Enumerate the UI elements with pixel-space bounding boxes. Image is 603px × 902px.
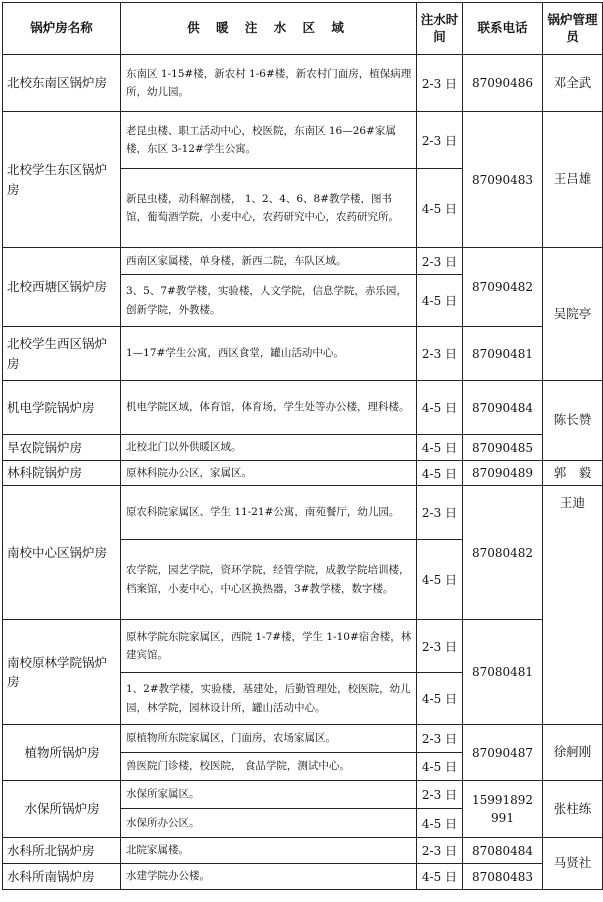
heating-area: 机电学院区域，体育馆，体育场，学生处等办公楼，理科楼。 (121, 381, 417, 435)
table-row (3, 112, 603, 169)
contact-phone: 87080482 (463, 486, 543, 620)
contact-phone: 87080483 (463, 864, 543, 890)
boiler-room-name: 水科所南锅炉房 (3, 864, 121, 890)
contact-phone: 87090482 (463, 248, 543, 327)
heating-area: 1—17#学生公寓，西区食堂，罐山活动中心。 (121, 327, 417, 381)
fill-time: 4-5 日 (417, 169, 463, 248)
header-manager: 锅炉管理员 (543, 3, 603, 55)
heating-area: 3、5、7#教学楼，实验楼，人文学院，信息学院，赤乐园，创新学院，外教楼。 (121, 275, 417, 327)
boiler-room-name: 水保所锅炉房 (3, 781, 121, 838)
boiler-manager: 徐舸刚 (543, 725, 603, 781)
fill-time: 4-5 日 (417, 540, 463, 620)
header-area: 供 暖 注 水 区 域 (121, 3, 417, 55)
table-row (3, 461, 603, 486)
contact-phone: 87090484 (463, 381, 543, 435)
table-row (3, 55, 603, 112)
fill-time: 4-5 日 (417, 461, 463, 486)
boiler-room-name: 北校东南区锅炉房 (3, 55, 121, 112)
table-row (3, 838, 603, 864)
heating-area: 水保所办公区。 (121, 809, 417, 838)
fill-time: 4-5 日 (417, 864, 463, 890)
fill-time: 2-3 日 (417, 725, 463, 753)
heating-area: 老昆虫楼、职工活动中心，校医院，东南区 16—26#家属楼，东区 3-12#学生公寓。 (121, 112, 417, 169)
contact-phone: 87090486 (463, 55, 543, 112)
fill-time: 4-5 日 (417, 673, 463, 725)
fill-time: 4-5 日 (417, 753, 463, 781)
boiler-room-name: 南校原林学院锅炉房 (3, 620, 121, 725)
contact-phone (463, 781, 543, 838)
fill-time: 4-5 日 (417, 381, 463, 435)
heating-area: 北校北门以外供暖区域。 (121, 435, 417, 461)
boiler-manager: 吴院亭 (543, 248, 603, 381)
header-phone: 联系电话 (463, 3, 543, 55)
heating-area: 原植物所东院家属区，门面房，农场家属区。 (121, 725, 417, 753)
fill-time: 2-3 日 (417, 838, 463, 864)
table-header-row (3, 3, 603, 55)
boiler-room-name: 旱农院锅炉房 (3, 435, 121, 461)
boiler-room-name: 水科所北锅炉房 (3, 838, 121, 864)
heating-area: 1、2#教学楼，实验楼，基建处，后勤管理处，校医院，幼儿园，林学院，园林设计所，罐山活动中心。 (121, 673, 417, 725)
contact-phone: 87090481 (463, 327, 543, 381)
fill-time: 2-3 日 (417, 781, 463, 809)
contact-phone: 87090487 (463, 725, 543, 781)
boiler-room-name: 机电学院锅炉房 (3, 381, 121, 435)
fill-time: 4-5 日 (417, 275, 463, 327)
table-row (3, 781, 603, 809)
heating-area: 西南区家属楼，单身楼，新西二院，车队区域。 (121, 248, 417, 275)
contact-phone: 87090489 (463, 461, 543, 486)
contact-phone-line1: 15991892 (471, 793, 534, 807)
contact-phone: 87090485 (463, 435, 543, 461)
fill-time: 2-3 日 (417, 248, 463, 275)
table-row (3, 327, 603, 381)
contact-phone: 87080484 (463, 838, 543, 864)
boiler-manager: 郭 毅 (543, 461, 603, 486)
boiler-room-name: 北校西塘区锅炉房 (3, 248, 121, 327)
heating-area: 东南区 1-15#楼，新农村 1-6#楼，新农村门面房，植保病理所，幼儿园。 (121, 55, 417, 112)
table-row (3, 864, 603, 890)
fill-time: 4-5 日 (417, 435, 463, 461)
contact-phone: 87090483 (463, 112, 543, 248)
heating-area: 原林学院东院家属区，西院 1-7#楼，学生 1-10#宿舍楼，林建宾馆。 (121, 620, 417, 673)
table-row (3, 381, 603, 435)
heating-area: 原农科院家属区、学生 11-21#公寓，南苑餐厅，幼儿园。 (121, 486, 417, 540)
heating-area: 北院家属楼。 (121, 838, 417, 864)
header-time: 注水时间 (417, 3, 463, 55)
boiler-manager: 马贤社 (543, 838, 603, 890)
table-row (3, 725, 603, 753)
contact-phone: 87080481 (463, 620, 543, 725)
heating-area: 新昆虫楼，动科解剖楼， 1、2、4、6、8#教学楼，图书馆，葡萄酒学院，小麦中心，农药研究中心，农药研究所。 (121, 169, 417, 248)
fill-time: 4-5 日 (417, 809, 463, 838)
boiler-room-name: 南校中心区锅炉房 (3, 486, 121, 620)
heating-area: 水建学院办公楼。 (121, 864, 417, 890)
boiler-manager: 陈长赞 (543, 381, 603, 461)
boiler-room-name: 北校学生西区锅炉房 (3, 327, 121, 381)
boiler-manager: 王吕雄 (543, 112, 603, 248)
table-row (3, 435, 603, 461)
fill-time: 2-3 日 (417, 112, 463, 169)
fill-time: 2-3 日 (417, 486, 463, 540)
table-row (3, 620, 603, 673)
table-row (3, 248, 603, 275)
boiler-room-name: 林科院锅炉房 (3, 461, 121, 486)
contact-phone-line2: 991 (491, 811, 514, 825)
boiler-manager: 张柱练 (543, 781, 603, 838)
fill-time: 2-3 日 (417, 327, 463, 381)
heating-area: 原林科院办公区，家属区。 (121, 461, 417, 486)
heating-area: 兽医院门诊楼，校医院， 食品学院，测试中心。 (121, 753, 417, 781)
boiler-room-name: 植物所锅炉房 (3, 725, 121, 781)
boiler-room-name: 北校学生东区锅炉房 (3, 112, 121, 248)
boiler-manager: 王迪 (543, 486, 603, 725)
fill-time: 2-3 日 (417, 620, 463, 673)
fill-time: 2-3 日 (417, 55, 463, 112)
boiler-manager: 邓全武 (543, 55, 603, 112)
boiler-room-table (2, 2, 603, 890)
heating-area: 水保所家属区。 (121, 781, 417, 809)
header-name: 锅炉房名称 (3, 3, 121, 55)
table-row (3, 486, 603, 540)
heating-area: 农学院，园艺学院，资环学院，经管学院，成教学院培训楼，档案馆，小麦中心，中心区换热器，3#教学楼，数字楼。 (121, 540, 417, 620)
